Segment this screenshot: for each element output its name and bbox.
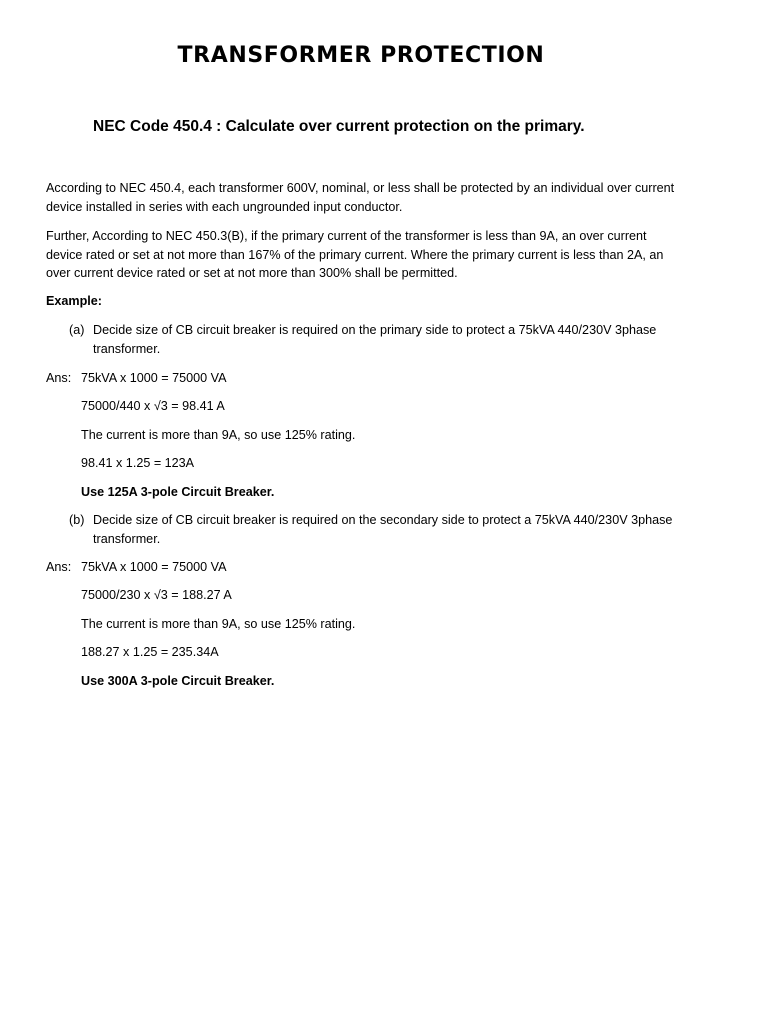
item-b-step-1: 75kVA x 1000 = 75000 VA <box>81 560 227 574</box>
item-a-step-3: The current is more than 9A, so use 125% rating. <box>81 428 356 442</box>
item-b-step-2: 75000/230 x √3 = 188.27 A <box>81 588 232 602</box>
item-b-step-3: The current is more than 9A, so use 125% rating. <box>81 617 356 631</box>
item-b-step-4: 188.27 x 1.25 = 235.34A <box>81 645 219 659</box>
paragraph-intro: According to NEC 450.4, each transformer 600V, nominal, or less shall be protected by an individual over current device installed in series with each ungrounded input conductor. <box>46 181 675 214</box>
item-a-result: Use 125A 3-pole Circuit Breaker. <box>81 485 275 499</box>
document-title: TRANSFORMER PROTECTION <box>177 43 545 68</box>
paragraph-further: Further, According to NEC 450.3(B), if the primary current of the transformer is less than 9A, an over current device rated or set at not more than 167% of the primary current. Where the primary current is less than 2A, an over current device rated or set at not more than 300% shall be permitted. <box>46 229 664 280</box>
item-a-marker: (a) <box>69 323 85 337</box>
item-a-step-4: 98.41 x 1.25 = 123A <box>81 456 195 470</box>
example-label: Example: <box>46 294 102 308</box>
item-b-marker: (b) <box>69 513 85 527</box>
item-a-ans-label: Ans: <box>46 371 72 385</box>
item-b-question: Decide size of CB circuit breaker is required on the secondary side to protect a 75kVA 440/230V 3phase transformer. <box>93 513 673 546</box>
item-a-question: Decide size of CB circuit breaker is required on the primary side to protect a 75kVA 440/230V 3phase transformer. <box>93 323 657 356</box>
document-subtitle: NEC Code 450.4 : Calculate over current protection on the primary. <box>93 118 585 135</box>
item-b-ans-label: Ans: <box>46 560 72 574</box>
item-a-step-1: 75kVA x 1000 = 75000 VA <box>81 371 227 385</box>
item-b-result: Use 300A 3-pole Circuit Breaker. <box>81 674 275 688</box>
item-a-step-2: 75000/440 x √3 = 98.41 A <box>81 399 225 413</box>
